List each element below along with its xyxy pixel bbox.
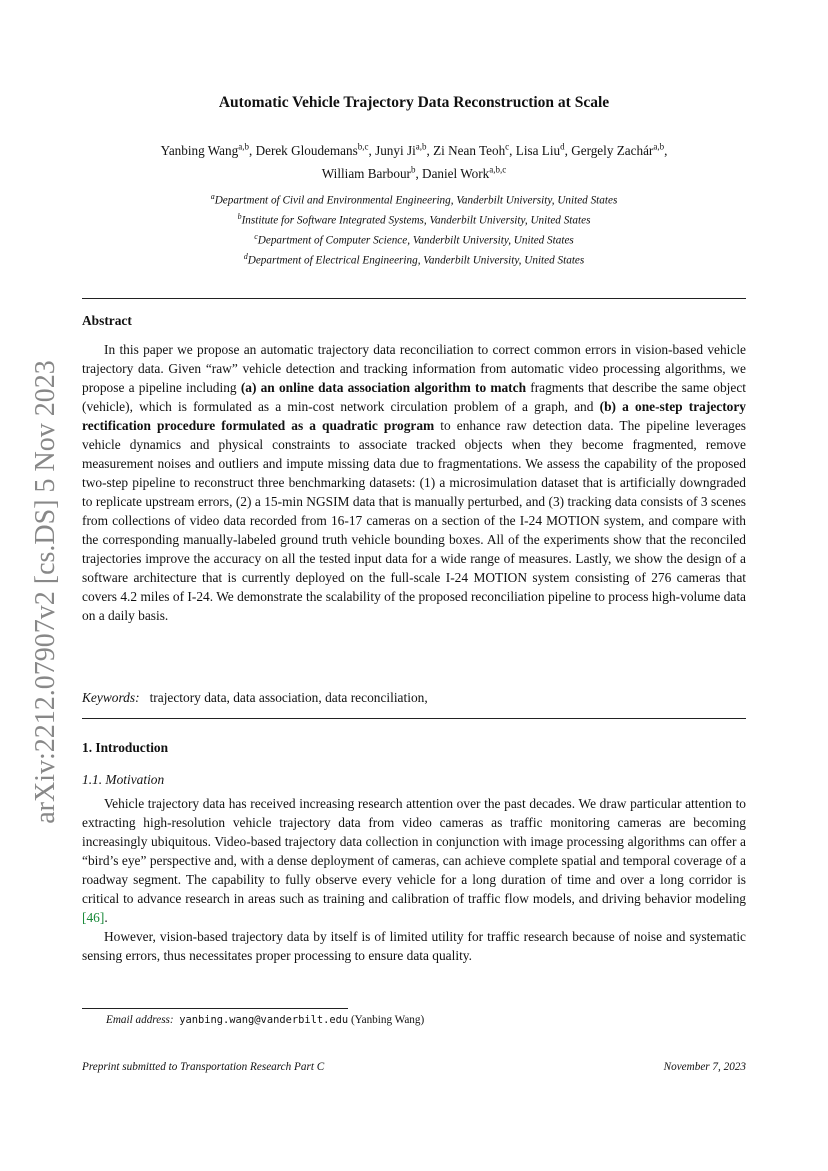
- affiliation: $^d$Department of Electrical Engineering, Vanderbilt University, United States: [243, 251, 585, 267]
- divider: [82, 298, 746, 299]
- affiliation-list: [80, 189, 748, 269]
- email-link[interactable]: yanbing.wang@vanderbilt.edu: [179, 1014, 349, 1026]
- abstract-heading: Abstract: [82, 313, 132, 328]
- author-line-1: [80, 138, 748, 160]
- affiliation: $^b$Institute for Software Integrated Systems, Vanderbilt University, United States: [237, 211, 591, 227]
- author: William Barbour$^b$,: [321, 164, 423, 181]
- intro-paragraph: Vehicle trajectory data has received increasing research attention over the past decades. We draw particular attention to extracting high-resolution vehicle trajectory data from video cameras as traffic monitoring cameras are becoming increasingly ubiquitous. Video-based trajectory data collection in conjunction with image processing algorithms can offer a “bird’s eye” perspective and, with a dense deployment of cameras, can achieve complete spatial and temporal coverage of a roadway segment. The capability to fully observe every vehicle for a long duration of time and over a long corridor is critical to advance research in areas such as training and calibration of traffic flow models, and driving behavior modeling [46].: [82, 796, 746, 925]
- author: Zi Nean Teoh$^c$,: [433, 142, 516, 159]
- keywords-label: Keywords:: [82, 690, 140, 705]
- footnote-divider: [82, 1008, 348, 1009]
- citation-link[interactable]: [46]: [82, 910, 105, 925]
- affiliation: $^a$Department of Civil and Environmental Engineering, Vanderbilt University, United States: [210, 192, 618, 207]
- paper-title: Automatic Vehicle Trajectory Data Reconstruction at Scale: [218, 94, 610, 111]
- author: Yanbing Wang$^{a,b}$,: [160, 142, 256, 159]
- footer-date: November 7, 2023: [663, 1061, 746, 1073]
- keywords-text: trajectory data, data association, data reconciliation,: [149, 690, 428, 705]
- author-line-2: [80, 160, 748, 182]
- keywords: [82, 688, 746, 707]
- intro-paragraph: However, vision-based trajectory data by itself is of limited utility for traffic research because of noise and systematic sensing errors, thus necessitates proper processing to ensure data quality.: [82, 929, 746, 963]
- footnote-name: (Yanbing Wang): [350, 1014, 425, 1026]
- section-heading: 1. Introduction: [82, 740, 169, 755]
- footnote-label: Email address:: [106, 1014, 174, 1026]
- arxiv-identifier[interactable]: arXiv:2212.07907v2 [cs.DS] 5 Nov 2023: [30, 360, 61, 824]
- author-list: [80, 138, 748, 183]
- footnote: [106, 1014, 424, 1026]
- affiliation: $^c$Department of Computer Science, Vanderbilt University, United States: [254, 231, 574, 247]
- subsection-heading: 1.1. Motivation: [82, 772, 165, 787]
- introduction-body: [82, 794, 746, 965]
- abstract-body: [82, 340, 746, 625]
- author: Gergely Zachár$^{a,b}$,: [571, 142, 668, 159]
- divider: [82, 718, 746, 719]
- author: Lisa Liu$^d$,: [515, 142, 572, 159]
- author: Daniel Work$^{a,b,c}$: [422, 164, 507, 181]
- abstract-paragraph: In this paper we propose an automatic trajectory data reconciliation to correct common errors in vision-based vehicle trajectory data. Given “raw” vehicle detection and tracking information from automatic video processing algorithms, we propose a pipeline including (a) an online data association algorithm to match fragments that describe the same object (vehicle), which is formulated as a min-cost network circulation problem of a graph, and (b) a one-step trajectory rectification procedure formulated as a quadratic program to enhance raw detection data. The pipeline leverages vehicle dynamics and physical constraints to associate tracked objects when they become fragmented, remove measurement noises and outliers and impute missing data due to fragmentations. We assess the capability of the proposed two-step pipeline to reconstruct three benchmarking datasets: (1) a microsimulation dataset that is artificially downgraded to replicate upstream errors, (2) a 15-min NGSIM data that is manually perturbed, and (3) tracking data consists of 3 scenes from collections of video data recorded from 16-17 cameras on a section of the I-24 MOTION system, and compare with the corresponding manually-labeled ground truth vehicle bounding boxes. All of the experiments show that the reconciled trajectories improve the accuracy on all the tested input data for a wide range of measures. Lastly, we show the design of a software architecture that is currently deployed on the full-scale I-24 MOTION system consisting of 276 cameras that covers 4.2 miles of I-24. We demonstrate the scalability of the proposed reconciliation pipeline to process high-volume data on a daily basis.: [82, 342, 747, 623]
- author: Junyi Ji$^{a,b}$,: [375, 142, 434, 159]
- preprint-note: Preprint submitted to Transportation Research Part C: [82, 1061, 325, 1073]
- author: Derek Gloudemans$^{b,c}$,: [255, 142, 376, 159]
